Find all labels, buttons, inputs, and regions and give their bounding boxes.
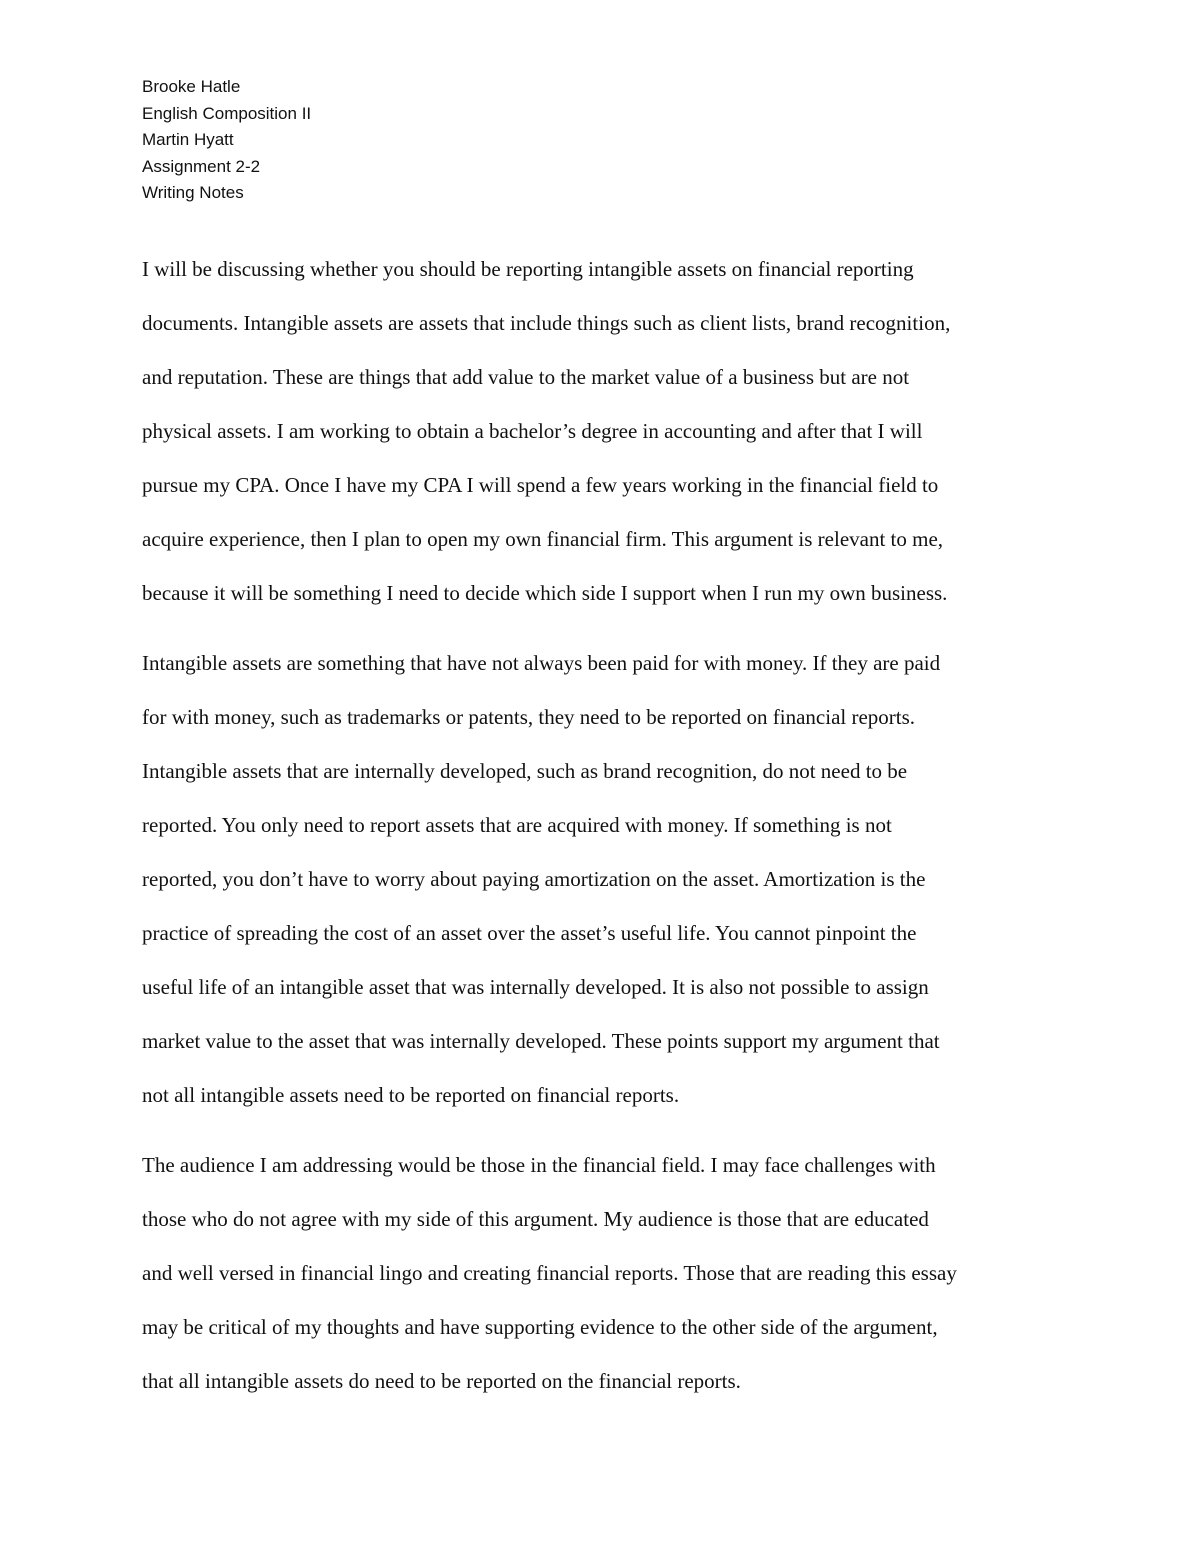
paragraph-introduction (142, 242, 1062, 620)
text-line: not all intangible assets need to be reported on financial reports. (142, 1083, 680, 1107)
course-name: English Composition II (142, 103, 312, 123)
text-line: The audience I am addressing would be those in the financial field. I may face challenges with (142, 1153, 936, 1177)
text-line: and well versed in financial lingo and creating financial reports. Those that are reading this essay (142, 1261, 957, 1285)
text-line: pursue my CPA. Once I have my CPA I will spend a few years working in the financial field to (142, 473, 939, 497)
text-line: acquire experience, then I plan to open my own financial firm. This argument is relevant to me, (142, 527, 944, 551)
text-line: useful life of an intangible asset that was internally developed. It is also not possible to assign (142, 975, 929, 999)
text-line: physical assets. I am working to obtain a bachelor’s degree in accounting and after that I will (142, 419, 923, 443)
paragraph-audience (142, 1138, 1062, 1408)
text-line: because it will be something I need to decide which side I support when I run my own business. (142, 581, 948, 605)
document-header (142, 74, 742, 207)
text-line: those who do not agree with my side of this argument. My audience is those that are educated (142, 1207, 929, 1231)
text-line: practice of spreading the cost of an asset over the asset’s useful life. You cannot pinpoint the (142, 921, 917, 945)
document-body (142, 242, 1062, 1408)
text-line: Intangible assets are something that have not always been paid for with money. If they are paid (142, 651, 941, 675)
text-line: I will be discussing whether you should be reporting intangible assets on financial reporting (142, 257, 914, 281)
text-line: may be critical of my thoughts and have supporting evidence to the other side of the argument, (142, 1315, 938, 1339)
text-line: for with money, such as trademarks or patents, they need to be reported on financial reports. (142, 705, 916, 729)
text-line: Intangible assets that are internally developed, such as brand recognition, do not need to be (142, 759, 908, 783)
document-title: Writing Notes (142, 183, 244, 202)
instructor-name: Martin Hyatt (142, 130, 234, 149)
text-line: and reputation. These are things that add value to the market value of a business but are not (142, 365, 910, 389)
author-name: Brooke Hatle (142, 77, 241, 96)
text-line: market value to the asset that was internally developed. These points support my argument that (142, 1029, 940, 1053)
text-line: that all intangible assets do need to be reported on the financial reports. (142, 1369, 741, 1393)
text-line: reported. You only need to report assets that are acquired with money. If something is not (142, 813, 892, 837)
text-line: reported, you don’t have to worry about paying amortization on the asset. Amortization is the (142, 867, 926, 891)
paragraph-argument (142, 636, 1062, 1122)
text-line: documents. Intangible assets are assets that include things such as client lists, brand recognition, (142, 311, 951, 335)
assignment-label: Assignment 2-2 (142, 156, 261, 176)
